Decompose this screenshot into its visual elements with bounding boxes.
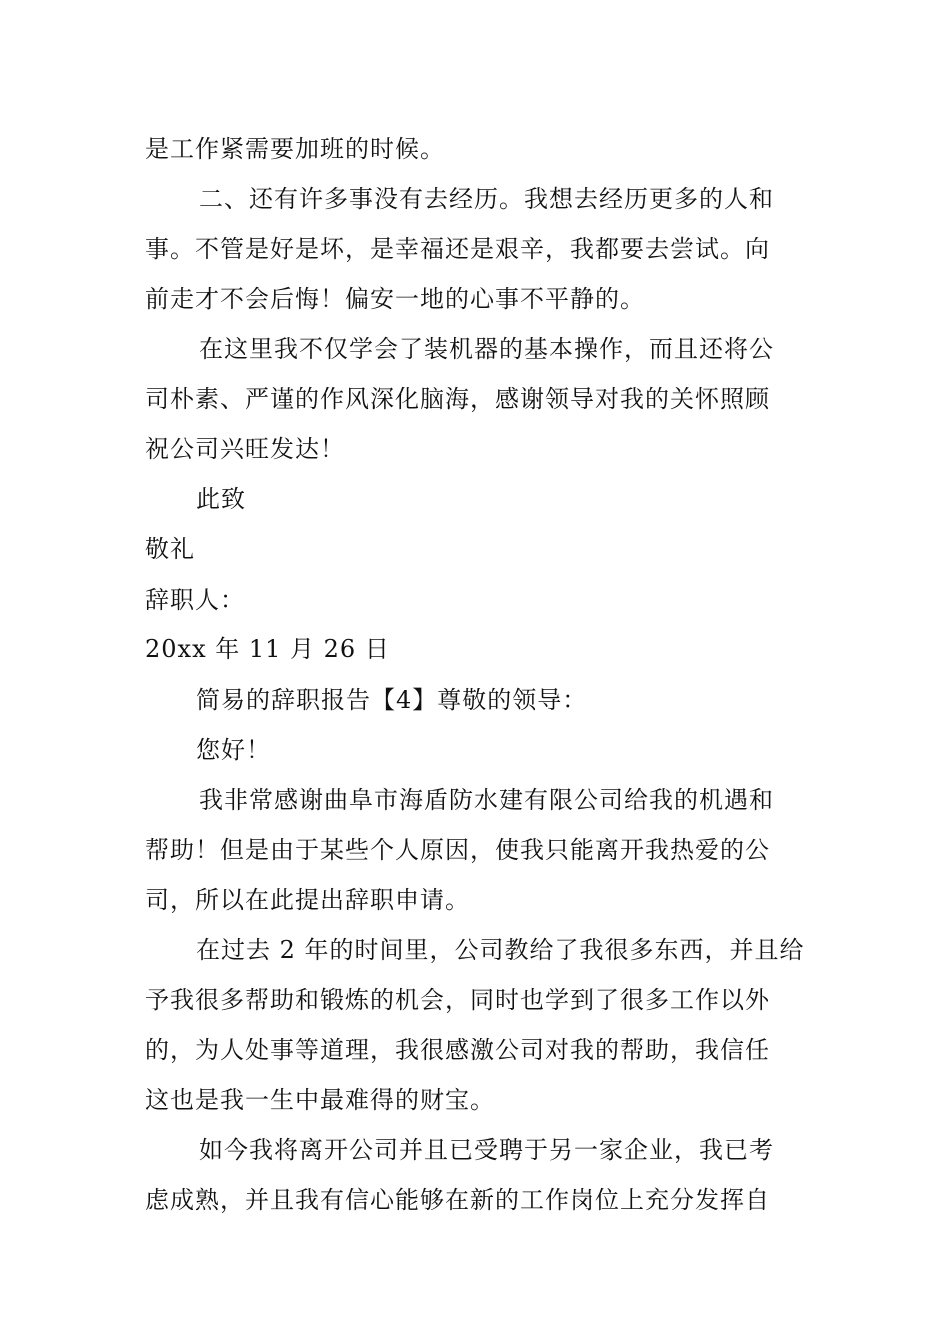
paragraph-first-line: 在这里我不仅学会了装机器的基本操作，而且还将公 — [199, 335, 774, 363]
paragraph-first-line: 在过去 2 年的时间里，公司教给了我很多东西，并且给 — [196, 936, 805, 964]
text-line: 事。不管是好是坏，是幸福还是艰辛，我都要去尝试。向 — [145, 235, 770, 263]
signature-label: 辞职人： — [145, 586, 245, 614]
greeting: 您好！ — [196, 736, 271, 764]
paragraph-first-line: 如今我将离开公司并且已受聘于另一家企业，我已考 — [199, 1136, 774, 1164]
text-line: 虑成熟，并且我有信心能够在新的工作岗位上充分发挥自 — [145, 1186, 770, 1214]
paragraph-first-line: 我非常感谢曲阜市海盾防水建有限公司给我的机遇和 — [199, 786, 774, 814]
section-heading: 简易的辞职报告【4】尊敬的领导： — [196, 686, 588, 714]
text-line: 司，所以在此提出辞职申请。 — [145, 886, 470, 914]
closing-regards: 敬礼 — [145, 535, 195, 563]
text-line: 司朴素、严谨的作风深化脑海，感谢领导对我的关怀照顾 — [145, 385, 770, 413]
letter-date: 20xx 年 11 月 26 日 — [145, 635, 390, 663]
text-line: 前走才不会后悔！偏安一地的心事不平静的。 — [145, 285, 645, 313]
text-line: 的，为人处事等道理，我很感激公司对我的帮助，我信任 — [145, 1036, 770, 1064]
text-line: 是工作紧需要加班的时候。 — [145, 135, 445, 163]
text-line: 祝公司兴旺发达！ — [145, 435, 345, 463]
text-line: 这也是我一生中最难得的财宝。 — [145, 1086, 495, 1114]
text-line: 帮助！但是由于某些个人原因，使我只能离开我热爱的公 — [145, 836, 770, 864]
closing-salutation: 此致 — [196, 485, 246, 513]
text-line: 予我很多帮助和锻炼的机会，同时也学到了很多工作以外 — [145, 986, 770, 1014]
paragraph-first-line: 二、还有许多事没有去经历。我想去经历更多的人和 — [199, 185, 774, 213]
